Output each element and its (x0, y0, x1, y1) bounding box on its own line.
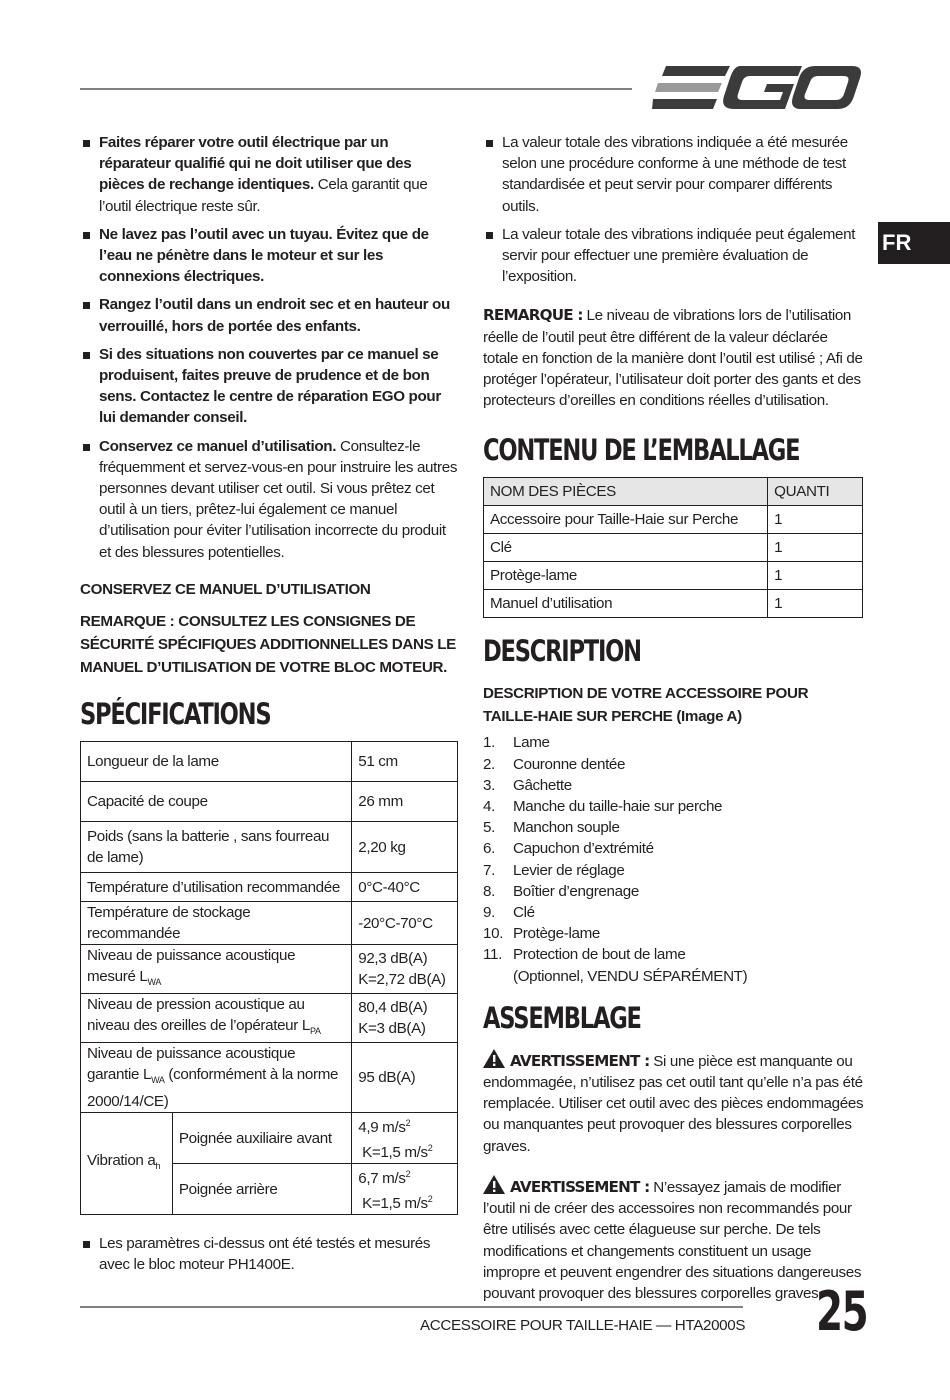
keep-manual-heading: CONSERVEZ CE MANUEL D’UTILISATION (80, 580, 371, 598)
list-item: Si des situations non couvertes par ce manuel se produisent, faites preuve de prudence et de bon sens. Contactez le centre de réparation EGO pour lui demander conseil. (80, 344, 458, 429)
right-column (483, 132, 865, 1304)
list-item: 11. Protection de bout de lame (483, 946, 686, 964)
table-row: Niveau de puissance acoustique garantie $L_{WA}$ (conformément à la norme 2000/14/CE) 95 dB(A) (81, 1043, 458, 1113)
footer-title: ACCESSOIRE POUR TAILLE-HAIE — HTA2000S (420, 1317, 746, 1334)
table-row: Poids (sans la batterie , sans fourreau de lame) 2,20 kg (81, 822, 458, 873)
page-number: 25 (816, 1280, 868, 1343)
list-item: 10. Protège-lame (483, 925, 600, 943)
warning-icon (483, 1049, 505, 1068)
warning-icon (483, 1175, 505, 1194)
package-table (483, 477, 863, 618)
warning-label: AVERTISSEMENT : (510, 1051, 650, 1070)
table-row: Niveau de puissance acoustique mesuré $L_{WA}$ 92,3 dB(A) K=2,72 dB(A) (81, 945, 458, 994)
safety-bullet-list (80, 132, 458, 563)
warning-paragraph-2: AVERTISSEMENT : N’essayez jamais de modifier l’outil ni de créer des accessoires non recommandés pour être utilisés avec cette élagueuse sur perche. De tels modifications et changements constituent un usage impropre et peuvent engendrer des situations dangereuses pouvant provoquer des blessures corporelles graves. (483, 1175, 865, 1304)
warning-label: AVERTISSEMENT : (510, 1177, 650, 1196)
table-row: Manuel d’utilisation 1 (484, 590, 863, 618)
table-row: Accessoire pour Taille-Haie sur Perche 1 (484, 506, 863, 534)
list-item: 5. Manchon souple (483, 819, 620, 837)
list-item: 2. Couronne dentée (483, 755, 626, 773)
list-item: 1. Lame (483, 734, 550, 752)
list-item: Rangez l’outil dans un endroit sec et en hauteur ou verrouillé, hors de portée des enfants. (80, 294, 458, 336)
list-item: 4. Manche du taille-haie sur perche (483, 798, 723, 816)
ego-logo (652, 62, 862, 114)
list-item: 8. Boîtier d’engrenage (483, 882, 639, 900)
remark-caps: REMARQUE : CONSULTEZ LES CONSIGNES DE SÉCURITÉ SPÉCIFIQUES ADDITIONNELLES DANS LE MANUEL D’UTILISATION DE VOTRE BLOC MOTEUR. (80, 613, 456, 677)
table-row: Capacité de coupe 26 mm (81, 782, 458, 822)
table-row: Vibration $a_h$ Poignée auxiliaire avant 4,9 $m/s^2$ K=1,5 $m/s^2$ (81, 1113, 458, 1164)
table-row: Clé 1 (484, 534, 863, 562)
table-row: Longueur de la lame 51 cm (81, 742, 458, 782)
list-item: 3. Gâchette (483, 776, 572, 794)
list-item: 9. Clé (483, 904, 535, 922)
left-column (80, 132, 458, 1282)
table-row: Niveau de pression acoustique au niveau des oreilles de l’opérateur $L_{PA}$ 80,4 dB(A) K=3 dB(A) (81, 994, 458, 1043)
list-item: Ne lavez pas l’outil avec un tuyau. Évitez que de l’eau ne pénètre dans le moteur et sur les connexions électriques. (80, 224, 458, 288)
list-item: (Optionnel, VENDU SÉPARÉMENT) (513, 967, 748, 985)
table-row: Protège-lame 1 (484, 562, 863, 590)
table-row: Poignée arrière 6,7 $m/s^2$ K=1,5 $m/s^2$ (81, 1164, 458, 1215)
spec-table (80, 741, 458, 1215)
list-item: La valeur totale des vibrations indiquée peut également servir pour effectuer une première évaluation de l’exposition. (483, 224, 865, 288)
vibration-bullet-list (483, 132, 865, 287)
tested-note-list (80, 1233, 458, 1275)
description-title: DESCRIPTION (483, 634, 641, 669)
list-item: Faites réparer votre outil électrique par un réparateur qualifié qui ne doit utiliser que des pièces de rechange identiques. Cela garantit que l’outil électrique reste sûr. (80, 132, 458, 217)
table-row: Température d’utilisation recommandée 0°C-40°C (81, 873, 458, 902)
footer-rule (80, 1306, 743, 1308)
list-item: La valeur totale des vibrations indiquée a été mesurée selon une procédure conforme à une méthode de test standardisée et peut servir pour comparer différents outils. (483, 132, 865, 217)
spec-title: SPÉCIFICATIONS (80, 697, 271, 732)
parts-list (483, 732, 865, 986)
assembly-title: ASSEMBLAGE (483, 1000, 641, 1035)
table-row: Température de stockage recommandée -20°C-70°C (81, 902, 458, 945)
header-rule (80, 88, 632, 90)
language-tab: FR (878, 222, 950, 264)
remark-paragraph: REMARQUE : Le niveau de vibrations lors de l’utilisation réelle de l’outil peut être différent de la valeur déclarée totale en fonction de la manière dont l’outil est utilisé ; Afi de protéger l’opérateur, l’utilisateur doit porter des gants et des protecteurs d’oreilles en conditions réelles d’utilisation. (483, 306, 863, 410)
list-item: Les paramètres ci-dessus ont été testés et mesurés avec le bloc moteur PH1400E. (80, 1233, 458, 1275)
list-item: Conservez ce manuel d’utilisation. Consultez-le fréquemment et servez-vous-en pour instruire les autres personnes devant utiliser cet outil. Si vous prêtez cet outil à un tiers, prêtez-lui également ce manuel d’utilisation pour éviter l’utilisation incorrecte du produit et des blessures potentielles. (80, 436, 458, 563)
list-item: 7. Levier de réglage (483, 861, 625, 879)
table-header-row: NOM DES PIÈCES QUANTI (484, 478, 863, 506)
description-subtitle: DESCRIPTION DE VOTRE ACCESSOIRE POUR TAILLE-HAIE SUR PERCHE (Image A) (483, 685, 809, 726)
list-item: 6. Capuchon d’extrémité (483, 840, 654, 858)
warning-paragraph-1: AVERTISSEMENT : Si une pièce est manquante ou endommagée, n’utilisez pas cet outil tant qu’elle n’a pas été remplacée. Utiliser cet outil avec des pièces endommagées ou manquantes peut provoquer des blessures corporelles graves. (483, 1049, 865, 1157)
remark-label: REMARQUE : (483, 306, 583, 325)
package-title: CONTENU DE L’EMBALLAGE (483, 433, 800, 468)
